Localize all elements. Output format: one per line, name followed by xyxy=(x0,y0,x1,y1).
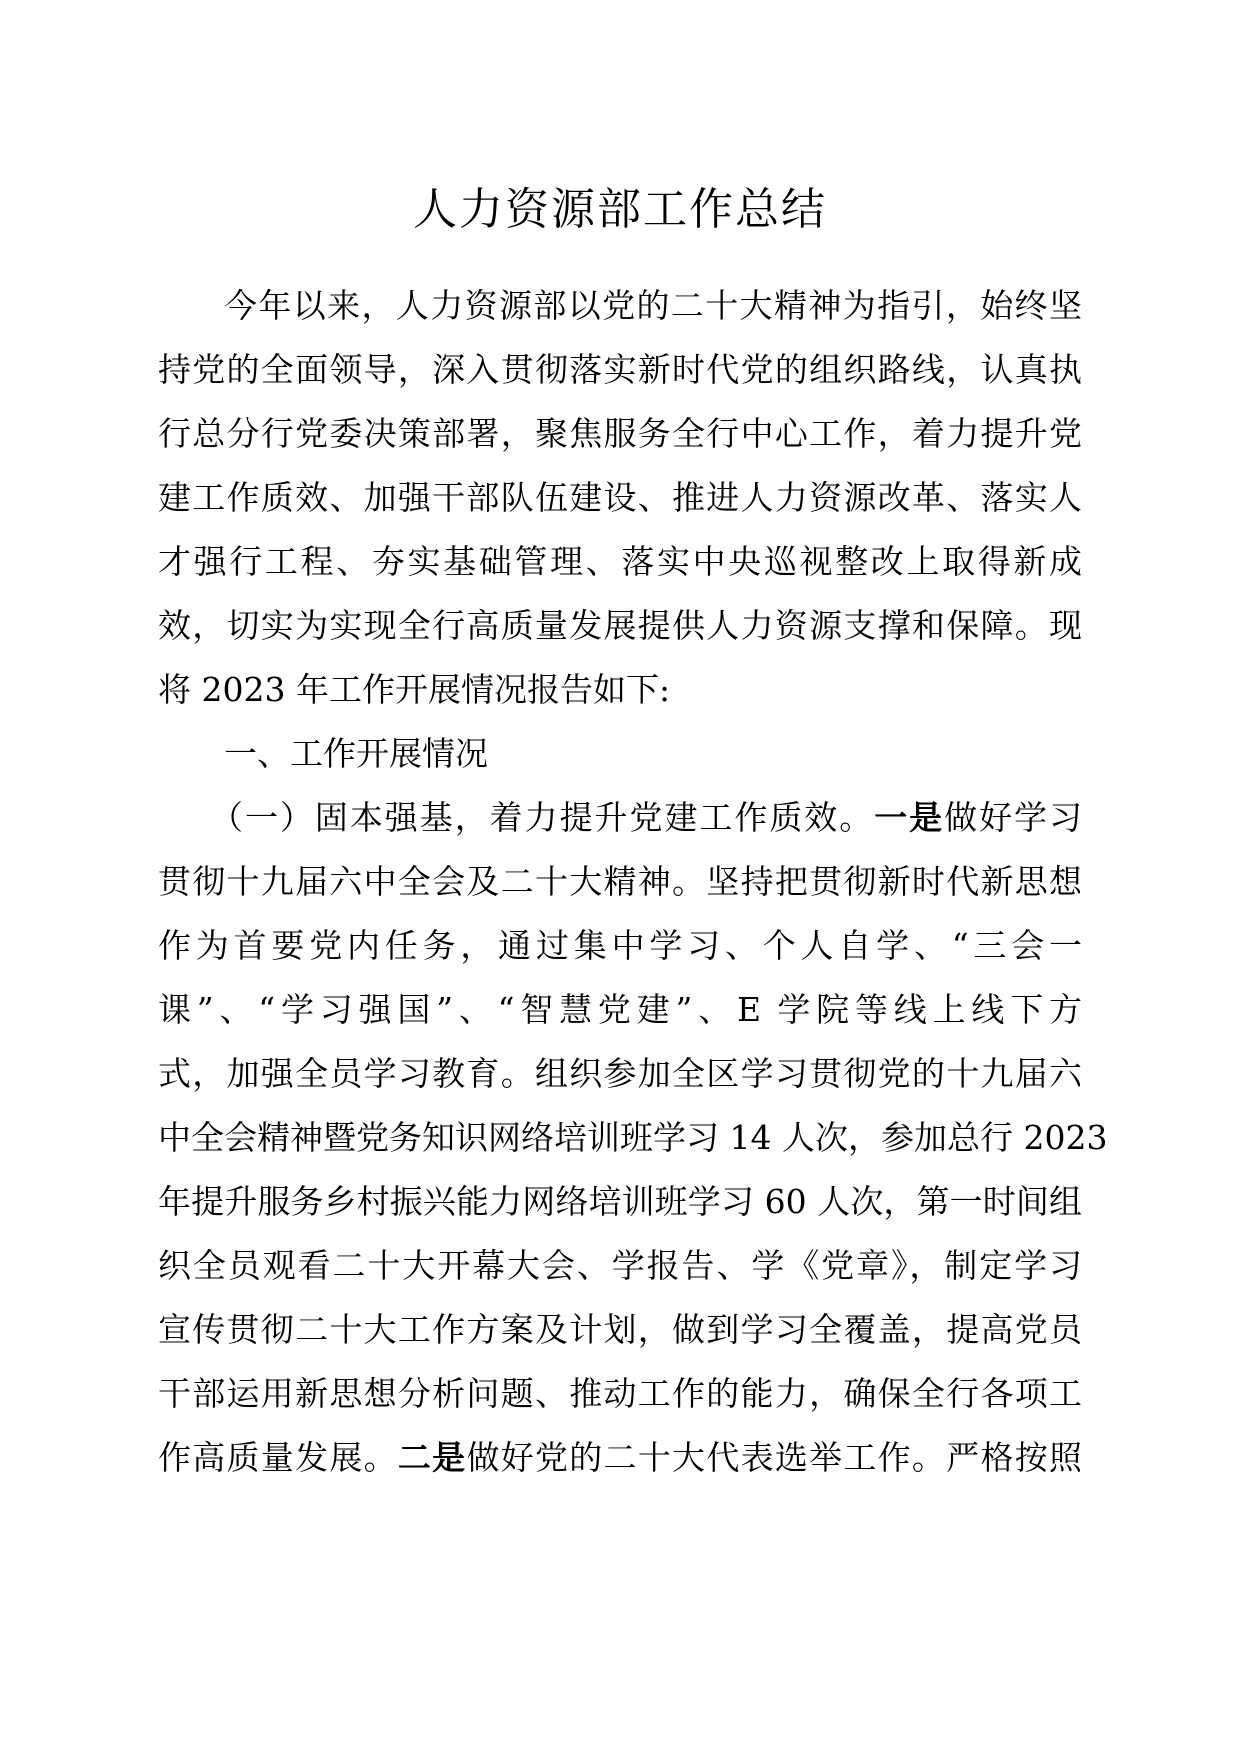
intro-line-2: 持党的全面领导，深入贯彻落实新时代党的组织路线，认真执 xyxy=(158,350,1082,389)
body-line-6: 年提升服务乡村振兴能力网络培训班学习 60 人次，第一时间组 xyxy=(158,1182,1082,1221)
intro-line-5: 才强行工程、夯实基础管理、落实中央巡视整改上取得新成 xyxy=(158,542,1082,581)
body-line-1: 贯彻十九届六中全会及二十大精神。坚持把贯彻新时代新思想 xyxy=(158,862,1082,901)
section-heading-1: 一、工作开展情况 xyxy=(224,734,488,773)
body-line-9: 干部运用新思想分析问题、推动工作的能力，确保全行各项工 xyxy=(158,1374,1082,1413)
intro-line-3: 行总分行党委决策部署，聚焦服务全行中心工作，着力提升党 xyxy=(158,414,1082,453)
body-line-8: 宣传贯彻二十大工作方案及计划，做到学习全覆盖，提高党员 xyxy=(158,1310,1082,1349)
intro-line-7: 将 2023 年工作开展情况报告如下: xyxy=(158,670,671,709)
body-line-7: 织全员观看二十大开幕大会、学报告、学《党章》，制定学习 xyxy=(158,1246,1082,1285)
subsection-1-lead-continuation: 做好学习 xyxy=(944,798,1083,837)
intro-line-1: 今年以来，人力资源部以党的二十大精神为指引，始终坚 xyxy=(224,286,1082,325)
document-title: 人力资源部工作总结 xyxy=(413,184,827,235)
body-line-10-start: 作高质量发展。 xyxy=(158,1438,398,1477)
keyword-first: 一是 xyxy=(874,798,945,837)
body-line-10-end: 做好党的二十大代表选举工作。严格按照 xyxy=(466,1438,1083,1477)
body-line-3: 课”、“学习强国”、“智慧党建”、E 学院等线上线下方 xyxy=(158,990,1082,1029)
subsection-1-lead-text: （一）固本强基，着力提升党建工作质效。 xyxy=(210,798,875,837)
keyword-second: 二是 xyxy=(397,1438,467,1477)
body-line-4: 式，加强全员学习教育。组织参加全区学习贯彻党的十九届六 xyxy=(158,1054,1082,1093)
body-line-2: 作为首要党内任务，通过集中学习、个人自学、“三会一 xyxy=(158,926,1082,965)
body-line-5: 中全会精神暨党务知识网络培训班学习 14 人次，参加总行 2023 xyxy=(158,1118,1108,1157)
body-line-10 xyxy=(158,1426,1082,1490)
intro-line-4: 建工作质效、加强干部队伍建设、推进人力资源改革、落实人 xyxy=(158,478,1082,517)
subsection-1-first-line xyxy=(210,786,1082,850)
intro-line-6: 效，切实为实现全行高质量发展提供人力资源支撑和保障。现 xyxy=(158,606,1082,645)
